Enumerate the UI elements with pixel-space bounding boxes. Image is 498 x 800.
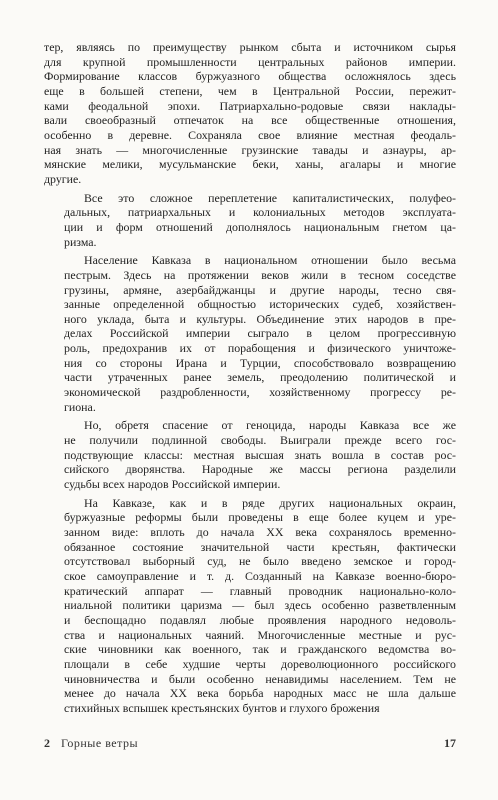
text-line: Все это сложное переплетение капиталистических, полуфео- xyxy=(84,190,456,205)
paragraph xyxy=(44,40,456,187)
text-line: ная знать — многочисленные грузинские тавады и азнауры, ар- xyxy=(44,142,456,157)
paragraph xyxy=(44,191,456,250)
text-line: ские чиновники как военного, так и гражданского ведомства во- xyxy=(64,642,456,657)
text-line: ское самоуправление и т. д. Созданный на Кавказе военно-бюро- xyxy=(64,568,456,583)
text-line: сийского дворянства. Народные же массы региона разделили xyxy=(64,462,456,477)
text-line: подствующие классы: местная высшая знать вошла в состав рос- xyxy=(64,447,456,462)
text-line: стихийных вспышек крестьянских бунтов и глухого брожения xyxy=(64,700,380,715)
text-line: пестрым. Здесь на протяжении веков жили в тесном соседстве xyxy=(64,267,456,282)
text-line: грузины, армяне, азербайджанцы и другие народы, тесно свя- xyxy=(64,282,456,297)
page-footer xyxy=(44,736,456,752)
text-line: дальных, патриархальных и колониальных методов эксплуата- xyxy=(64,205,456,220)
paragraph xyxy=(44,253,456,414)
text-line: вали своеобразный отпечаток на все общественные отношения, xyxy=(44,113,456,128)
body-text xyxy=(44,40,456,716)
signature-number: 2 xyxy=(44,736,50,750)
text-line: части утраченных ранее земель, преодолению политической и xyxy=(64,370,456,385)
text-line: ции и форм отношений дополнялось национальным гнетом ца- xyxy=(64,219,456,234)
text-line: буржуазные реформы были проведены в еще более куцем и уре- xyxy=(64,510,456,525)
text-line: ризма. xyxy=(64,234,97,249)
text-line: кратический аппарат — главный проводник национально-коло- xyxy=(64,583,456,598)
text-line: На Кавказе, как и в ряде других национальных окраин, xyxy=(84,495,456,510)
text-line: площали в себе худшие черты дореволюционного российского xyxy=(64,656,456,671)
paragraph xyxy=(44,496,456,716)
text-line: занные определенной общностью исторических судеб, хозяйствен- xyxy=(64,297,456,312)
text-line: не получили подлинной свободы. Выиграли прежде всего гос- xyxy=(64,433,456,448)
text-line: ниальной политики царизма — был здесь особенно разветвленным xyxy=(64,598,456,613)
text-line: ками феодальной эпохи. Патриархально-родовые связи наклады- xyxy=(44,98,456,113)
text-line: Формирование классов буржуазного общества осложнялось здесь xyxy=(44,69,456,84)
page-number: 17 xyxy=(444,736,456,750)
text-line: роль, предохранив их от порабощения и физического уничтоже- xyxy=(64,341,456,356)
printer-signature xyxy=(44,736,138,751)
text-line: еще в большей степени, чем в Центральной России, пережит- xyxy=(44,83,456,98)
text-line: другие. xyxy=(44,171,82,186)
text-line: Но, обретя спасение от геноцида, народы Кавказа все же xyxy=(84,418,456,433)
text-line: обязанное состояние значительной части крестьян, фактически xyxy=(64,539,456,554)
text-line: ства и национальных чаяний. Многочисленные местные и рус- xyxy=(64,627,456,642)
text-line: мянские мелики, мусульманские беки, ханы, агалары и многие xyxy=(44,157,456,172)
text-line: менее до начала XX века борьба народных масс не шла дальше xyxy=(64,686,456,701)
text-line: гиона. xyxy=(64,399,96,414)
text-line: судьбы всех народов Российской империи. xyxy=(64,477,281,492)
text-line: ния со стороны Ирана и Турции, способствовало возвращению xyxy=(64,355,456,370)
text-line: ного уклада, быта и культуры. Объединение этих народов в пре- xyxy=(64,311,456,326)
text-line: делах Российской империи сыграло в целом прогрессивную xyxy=(64,326,456,341)
paragraph xyxy=(44,418,456,491)
text-line: для крупной промышленности центральных районов империи. xyxy=(44,54,456,69)
text-line: отсутствовал выборный суд, не было введено земское и город- xyxy=(64,554,456,569)
text-line: тер, являясь по преимуществу рынком сбыта и источником сырья xyxy=(44,40,456,54)
text-line: особенно в деревне. Сохраняла свое влияние местная феодаль- xyxy=(44,127,456,142)
text-line: и беспощадно подавлял любые проявления народного недоволь- xyxy=(64,612,456,627)
text-line: чиновничества и были особенно ненавидимы населением. Тем не xyxy=(64,671,456,686)
text-line: занном виде: вплоть до начала XX века сохранялось временно- xyxy=(64,525,456,539)
signature-title: Горные ветры xyxy=(61,736,139,750)
text-line: экономической раздробленности, хозяйственному прогрессу ре- xyxy=(64,385,456,400)
text-line: Население Кавказа в национальном отношении было весьма xyxy=(84,253,456,268)
